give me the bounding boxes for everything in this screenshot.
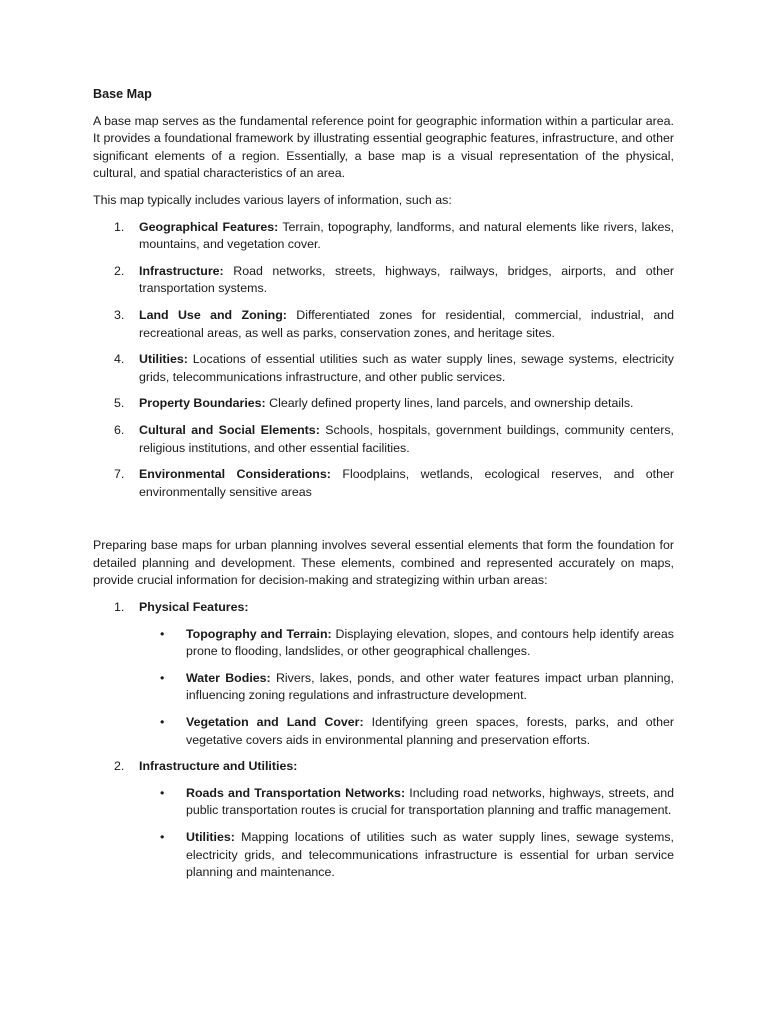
bullet-icon: • <box>160 830 165 844</box>
bullet-item <box>139 714 674 749</box>
layer-text: Terrain, topography, landforms, and natural elements like rivers, lakes, mountains, and vegetation cover. <box>139 219 674 252</box>
section-item <box>93 758 674 882</box>
planning-sections-list <box>93 599 674 882</box>
bullet-item <box>139 626 674 661</box>
bullet-item <box>139 785 674 820</box>
bullet-icon: • <box>160 626 165 641</box>
bullet-icon: • <box>160 785 165 800</box>
bullet-text: Mapping locations of utilities such as water supply lines, sewage systems, electricity grids, and telecommunications infrastructure is essential for urban service planning and maintenance. <box>186 830 674 880</box>
bullet-text: Displaying elevation, slopes, and contours help identify areas prone to flooding, landslides, or other geographical challenges. <box>186 626 674 659</box>
layer-item <box>93 466 674 501</box>
bullet-term: Topography and Terrain: <box>186 626 332 641</box>
list-number: 2. <box>114 759 125 774</box>
layer-text: Clearly defined property lines, land parcels, and ownership details. <box>265 396 634 411</box>
layer-term: Land Use and Zoning: <box>139 307 287 322</box>
section-item <box>93 599 674 749</box>
bullet-term: Utilities: <box>186 830 235 844</box>
list-number: 3. <box>114 307 125 322</box>
list-number: 7. <box>114 467 125 482</box>
layer-text: Schools, hospitals, government buildings, community centers, religious institutions, and other essential facilities. <box>139 422 674 455</box>
section-title: Physical Features: <box>139 600 249 615</box>
list-number: 6. <box>114 422 125 437</box>
layer-item <box>93 307 674 342</box>
bullet-text: Including road networks, highways, streets, and public transportation routes is crucial for transportation planning and traffic management. <box>186 785 674 818</box>
layer-item <box>93 219 674 254</box>
document-title: Base Map <box>93 87 152 101</box>
layer-text: Locations of essential utilities such as water supply lines, sewage systems, electricity grids, telecommunications infrastructure, and other public services. <box>139 352 674 384</box>
planning-intro-paragraph: Preparing base maps for urban planning involves several essential elements that form the foundation for detailed planning and development. These elements, combined and represented accurately on maps, provide crucial information for decision-making and strategizing within urban areas: <box>93 538 674 588</box>
bullet-text: Rivers, lakes, ponds, and other water features impact urban planning, influencing zoning regulations and infrastructure development. <box>186 670 674 703</box>
layer-term: Utilities: <box>139 352 188 367</box>
section-title: Infrastructure and Utilities: <box>139 759 298 774</box>
list-number: 2. <box>114 263 125 278</box>
bullet-list <box>139 626 674 750</box>
list-number: 5. <box>114 396 125 411</box>
layer-term: Property Boundaries: <box>139 396 266 411</box>
list-number: 1. <box>114 600 125 615</box>
layer-item <box>93 263 674 298</box>
layer-item <box>93 422 674 457</box>
intro-paragraph: A base map serves as the fundamental reference point for geographic information within a particular area. It provides a foundational framework by illustrating essential geographic features, infrastructure, and other significant elements of a region. Essentially, a base map is a visual representation of the physical, cultural, and spatial characteristics of an area. <box>93 113 674 181</box>
document-page <box>93 86 674 891</box>
layers-list <box>93 219 674 502</box>
list-number: 4. <box>114 352 125 367</box>
spacer <box>93 510 674 537</box>
layer-term: Environmental Considerations: <box>139 467 331 482</box>
layer-text: Floodplains, wetlands, ecological reserves, and other environmentally sensitive areas <box>139 467 674 499</box>
layer-term: Infrastructure: <box>139 263 224 278</box>
bullet-item <box>139 829 674 882</box>
bullet-icon: • <box>160 670 165 685</box>
layers-intro-paragraph: This map typically includes various layers of information, such as: <box>93 192 452 207</box>
layer-item <box>93 351 674 386</box>
bullet-term: Water Bodies: <box>186 670 271 685</box>
bullet-term: Vegetation and Land Cover: <box>186 715 364 730</box>
bullet-term: Roads and Transportation Networks: <box>186 785 406 800</box>
layer-text: Road networks, streets, highways, railways, bridges, airports, and other transportation systems. <box>139 263 674 296</box>
list-number: 1. <box>114 219 125 234</box>
bullet-text: Identifying green spaces, forests, parks, and other vegetative covers aids in environmental planning and preservation efforts. <box>186 715 674 747</box>
layer-term: Geographical Features: <box>139 219 279 234</box>
bullet-list <box>139 785 674 882</box>
layer-item <box>93 395 674 413</box>
layer-text: Differentiated zones for residential, commercial, industrial, and recreational areas, as well as parks, conservation zones, and heritage sites. <box>139 307 674 340</box>
layer-term: Cultural and Social Elements: <box>139 422 320 437</box>
bullet-icon: • <box>160 715 165 730</box>
bullet-item <box>139 670 674 705</box>
